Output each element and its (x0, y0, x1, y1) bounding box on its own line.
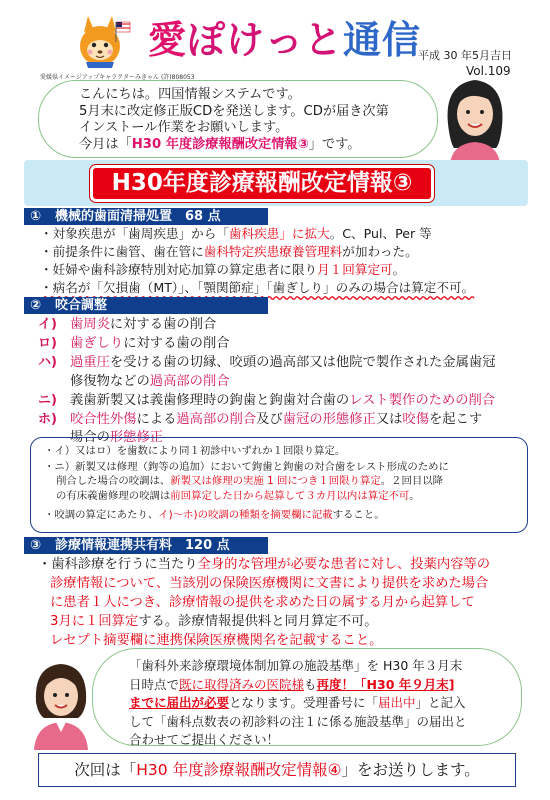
item-body: に対する歯の削合 (109, 317, 217, 332)
section-1-bullet: ・病名が「欠損歯（MT）」、「顎関節症」「歯ぎしり」のみの場合は算定不可。 (40, 280, 475, 295)
notice-line: 合わせてご提出ください！ (129, 732, 280, 747)
highlight-text: 3月に１回算定 (50, 614, 139, 629)
mascot-caption: 愛媛県イメージアップキャラクターみきゃん (許)808053 (40, 74, 195, 81)
highlight-text: 歯冠の形態修正 (282, 412, 376, 427)
item-body: による (136, 412, 177, 427)
highlight-text: 過高部の削合 (176, 412, 257, 427)
item-body: に対する歯の削合 (123, 336, 230, 351)
woman-avatar-icon (438, 74, 512, 164)
note-text: すること。 (332, 509, 385, 521)
highlight-text: 新製又は修理の実施 1 回につき１回限り算定 (170, 475, 381, 487)
issue-date: 平成 30 年5月吉日 (418, 49, 512, 62)
section-1-bullet (40, 243, 418, 261)
highlight-text: 前回算定した日から起算して３カ月以内は算定不可 (170, 490, 410, 502)
greeting-bubble (38, 80, 438, 158)
item-body: 修復物などの (70, 374, 150, 389)
mascot-icon (72, 12, 134, 70)
item-text (70, 353, 528, 373)
bullet-text: 。 (392, 262, 406, 277)
highlight-text: 過重圧 (70, 355, 110, 370)
highlight-text: が必要な患者に対し、 (277, 557, 411, 572)
item-text (70, 410, 528, 430)
note-line (56, 490, 420, 503)
body-text: ・歯科診療を行うに当たり (38, 557, 198, 572)
masthead-tsushin: 通信 (343, 18, 422, 62)
item-text (70, 334, 528, 354)
greeting-line: インストール作業をお願いします。 (79, 120, 289, 135)
highlight-text: 月１回算定可 (317, 262, 393, 277)
highlight-text: 再度！「H30 年９月末] (316, 676, 455, 692)
item-text (70, 391, 528, 411)
greeting-text: 今月は「 (79, 136, 132, 152)
banner-title: H30年度診療報酬改定情報③ (90, 165, 434, 202)
highlight-text: 全身的な管理 (197, 557, 278, 572)
item-body: を起こす (429, 412, 483, 427)
notice-line (129, 676, 521, 695)
greeting-line (79, 137, 437, 154)
bullet-text: が加わった。 (342, 244, 418, 259)
notice-text: 」と記入 (415, 695, 466, 710)
note-line: ・イ）又はロ）を歯数により同１初診中いずれか１回限り算定。 (44, 445, 346, 457)
note-text: ・咬調の算定にあたり、 (44, 509, 159, 521)
section-number: ① (30, 209, 42, 224)
bullet-text: 。C、Pul、Per 等 (329, 226, 432, 241)
item-label: イ) (38, 317, 57, 332)
masthead-ai: 愛 (148, 18, 188, 62)
item-body: を受ける歯の切縁、咬頭の過高部又は他院で製作された金属歯冠 (109, 355, 496, 370)
masthead-title (148, 16, 421, 64)
note-text: 。 (409, 490, 420, 502)
item-body: 義歯新製又は義歯修理時の鉤歯と鉤歯対合歯の (70, 393, 350, 408)
highlight-text: 届出中 (378, 695, 416, 710)
highlight-text: 歯科特定疾患療養管理料 (203, 244, 343, 259)
section-2-header (24, 297, 268, 314)
highlight-text: までに届出が必要 (129, 695, 230, 710)
next-issue-box (38, 753, 516, 787)
notice-text: となります。受理番号に「 (229, 695, 379, 710)
notice-bubble (92, 648, 522, 746)
item-text (70, 372, 528, 392)
section-3-header (24, 537, 268, 554)
highlight-text: 咬傷 (402, 412, 430, 427)
highlight-text: 既に取得済みの医院様 (179, 676, 305, 692)
notice-line (129, 694, 521, 713)
greeting-line: 5月末に改定修正版CDを発送します。CDが届き次第 (79, 103, 389, 119)
masthead-pokket: ぽけっと (187, 18, 344, 62)
bullet-text: ・対象疾患が「歯周疾患」から「 (40, 226, 229, 241)
item-label: ホ) (38, 412, 57, 427)
item-body: 又は (375, 412, 403, 427)
note-text: 。２回目以降 (380, 475, 444, 487)
section-3-line: に患者１人につき、診療情報の提供を求めた日の属する月から起算して (50, 595, 475, 610)
footer-text: 」をお送りします。 (341, 761, 480, 779)
section-3-line: 診療情報について、当該別の保険医療機関に文書により提供を求めた場合 (50, 576, 489, 591)
highlight-text: 歯科疾患 (228, 226, 280, 241)
notice-text: 日時点で (129, 676, 180, 692)
section-1-bullet (40, 225, 432, 243)
section-3-line (50, 612, 378, 632)
item-label: ハ) (38, 355, 57, 370)
highlight-text: 形態修正 (109, 430, 164, 445)
notice-line: して「歯科点数表の初診料の注１に係る施設基準」の届出と (129, 713, 467, 729)
item-text (70, 315, 528, 335)
body-text: する。診療情報提供料と同月算定不可。 (138, 614, 378, 629)
section-title: 機械的歯面清掃処置 68 点 (55, 209, 221, 224)
section-number: ③ (30, 538, 42, 553)
note-line (56, 475, 443, 488)
bullet-text: ・前提条件に歯管、歯在管に (40, 244, 204, 259)
section-title: 咬合調整 (55, 298, 108, 313)
section-3-line (38, 555, 490, 575)
issue-volume: Vol.109 (466, 64, 511, 78)
section-3-line: レセプト摘要欄に連携保険医療機関名を記載すること。 (50, 633, 383, 648)
footer-highlight: H30 年度診療報酬改定情報④ (136, 761, 342, 779)
note-text: 削合した場合の咬調は、 (56, 475, 171, 487)
highlight-text: 歯ぎしり (70, 336, 124, 351)
highlight-text: 過高部の削合 (149, 374, 230, 389)
bullet-text: ・妊婦や歯科診療特別対応加算の算定患者に限り (40, 262, 318, 277)
section-1-bullet (40, 261, 405, 279)
item-label: ニ) (38, 393, 57, 408)
item-body: 場合の (70, 430, 110, 445)
greeting-line: こんにちは。四国情報システムです。 (79, 87, 301, 102)
note-line (44, 509, 385, 522)
highlight-text: 投薬内容等の (410, 557, 491, 572)
notice-text: も (304, 676, 317, 692)
highlight-text: イ)～ホ)の咬調の種類を摘要欄に記載 (158, 509, 333, 521)
greeting-highlight: H30 年度診療報酬改定情報③ (131, 136, 309, 152)
item-body: 及び (256, 412, 283, 427)
section-title: 診療情報連携共有料 120 点 (55, 538, 230, 553)
note-line: ・ニ）新製又は修理（鉤等の追加）において鉤歯と鉤歯の対合歯をレスト形成のために (44, 461, 449, 473)
item-label: ロ) (38, 336, 57, 351)
section-1-header (24, 208, 268, 225)
highlight-text: レスト製作のための削合 (349, 393, 496, 408)
footer-text: 次回は「 (74, 761, 137, 779)
highlight-text: 歯周炎 (70, 317, 110, 332)
notice-line: 「歯科外来診療環境体制加算の施設基準」を H30 年３月末 (129, 658, 463, 673)
note-text: の有床義歯修理の咬調は (56, 490, 171, 502)
section-number: ② (30, 298, 42, 313)
woman-avatar-icon (28, 658, 94, 750)
greeting-text: 」です。 (308, 136, 361, 152)
highlight-text: 咬合性外傷 (70, 412, 137, 427)
highlight-text: 」に拡大 (279, 226, 330, 241)
